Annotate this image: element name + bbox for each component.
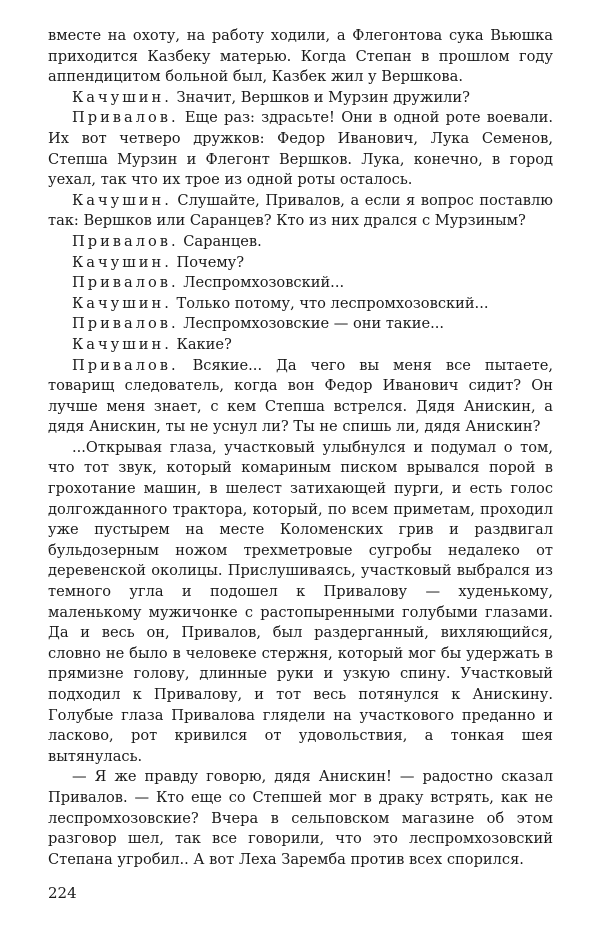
speaker-name: Привалов. bbox=[72, 356, 179, 374]
paragraph-12 bbox=[48, 438, 553, 768]
paragraph-8 bbox=[48, 294, 553, 315]
speaker-name: Качушин. bbox=[72, 335, 172, 353]
paragraph-7-text: Леспромхозовский... bbox=[178, 274, 345, 292]
speaker-name: Привалов. bbox=[72, 232, 179, 250]
paragraph-9 bbox=[48, 314, 553, 335]
paragraph-10-text: Какие? bbox=[171, 335, 232, 353]
paragraph-4 bbox=[48, 191, 553, 232]
page-number: 224 bbox=[48, 884, 77, 902]
paragraph-5 bbox=[48, 232, 553, 253]
speaker-name: Качушин. bbox=[72, 294, 172, 312]
paragraph-3 bbox=[48, 108, 553, 190]
paragraph-10 bbox=[48, 335, 553, 356]
paragraph-11 bbox=[48, 356, 553, 438]
paragraph-5-text: Саранцев. bbox=[178, 232, 262, 250]
speaker-name: Привалов. bbox=[72, 109, 179, 127]
book-page bbox=[48, 26, 553, 870]
speaker-name: Качушин. bbox=[72, 191, 172, 209]
paragraph-8-text: Только потому, что леспромхозовский... bbox=[171, 294, 489, 312]
paragraph-9-text: Леспромхозовские — они такие... bbox=[178, 315, 445, 333]
paragraph-13-text: — Я же правду говорю, дядя Анискин! — радостно сказал Привалов. — Кто еще со Степшей мог в драку встрять, как не леспромхозовские? Вчера в сельповском магазине об этом разговор шел, так все говорили, что это леспромхозовский Степана угробил.. А вот Леха Заремба против всех спорился. bbox=[48, 768, 553, 868]
paragraph-12-text: ...Открывая глаза, участковый улыбнулся и подумал о том, что тот звук, который комариным писком врывался порой в грохотание машин, в шелест затихающей пурги, и есть голос долгожданного трактора, который, по всем приметам, проходил уже пустырем на месте Коломенских грив и раздвигал бульдозерным ножом трехметровые сугробы недалеко от деревенской околицы. Прислушиваясь, участковый выбрался из темного угла и подошел к Привалову — худенькому, маленькому мужичонке с растопыренными голубыми глазами. Да и весь он, Привалов, был раздерганный, вихляющийся, словно не было в человеке стержня, который мог бы удержать в прямизне голову, длинные руки и узкую спину. Участковый подходил к Привалову, и тот весь потянулся к Анискину. Голубые глаза Привалова глядели на участкового преданно и ласково, рот кривился от удовольствия, а тонкая шея вытянулась. bbox=[48, 438, 553, 765]
speaker-name: Привалов. bbox=[72, 274, 179, 292]
paragraph-2-text: Значит, Вершков и Мурзин дружили? bbox=[171, 88, 470, 106]
paragraph-3-text: Еще раз: здрасьте! Они в одной роте воевали. Их вот четверо дружков: Федор Иванович, Лука Семенов, Степша Мурзин и Флегонт Вершков. Лука, конечно, в город уехал, так что их трое из одной роты осталось. bbox=[48, 109, 553, 189]
paragraph-1 bbox=[48, 26, 553, 88]
paragraph-1-text: вместе на охоту, на работу ходили, а Флегонтова сука Вьюшка приходится Казбеку матерью. Когда Степан в прошлом году аппендицитом больной был, Казбек жил у Вершкова. bbox=[48, 27, 553, 86]
paragraph-6-text: Почему? bbox=[171, 253, 245, 271]
paragraph-6 bbox=[48, 253, 553, 274]
paragraph-11-text: Всякие... Да чего вы меня все пытаете, товарищ следователь, когда вон Федор Иванович сидит? Он лучше меня знает, с кем Степша встрелся. Дядя Анискин, а дядя Анискин, ты не уснул ли? Ты не спишь ли, дядя Анискин? bbox=[48, 356, 553, 436]
speaker-name: Качушин. bbox=[72, 253, 172, 271]
paragraph-7 bbox=[48, 273, 553, 294]
speaker-name: Качушин. bbox=[72, 88, 172, 106]
speaker-name: Привалов. bbox=[72, 315, 179, 333]
paragraph-4-text: Слушайте, Привалов, а если я вопрос поставлю так: Вершков или Саранцев? Кто из них дрался с Мурзиным? bbox=[48, 191, 553, 230]
paragraph-2 bbox=[48, 88, 553, 109]
paragraph-13 bbox=[48, 767, 553, 870]
